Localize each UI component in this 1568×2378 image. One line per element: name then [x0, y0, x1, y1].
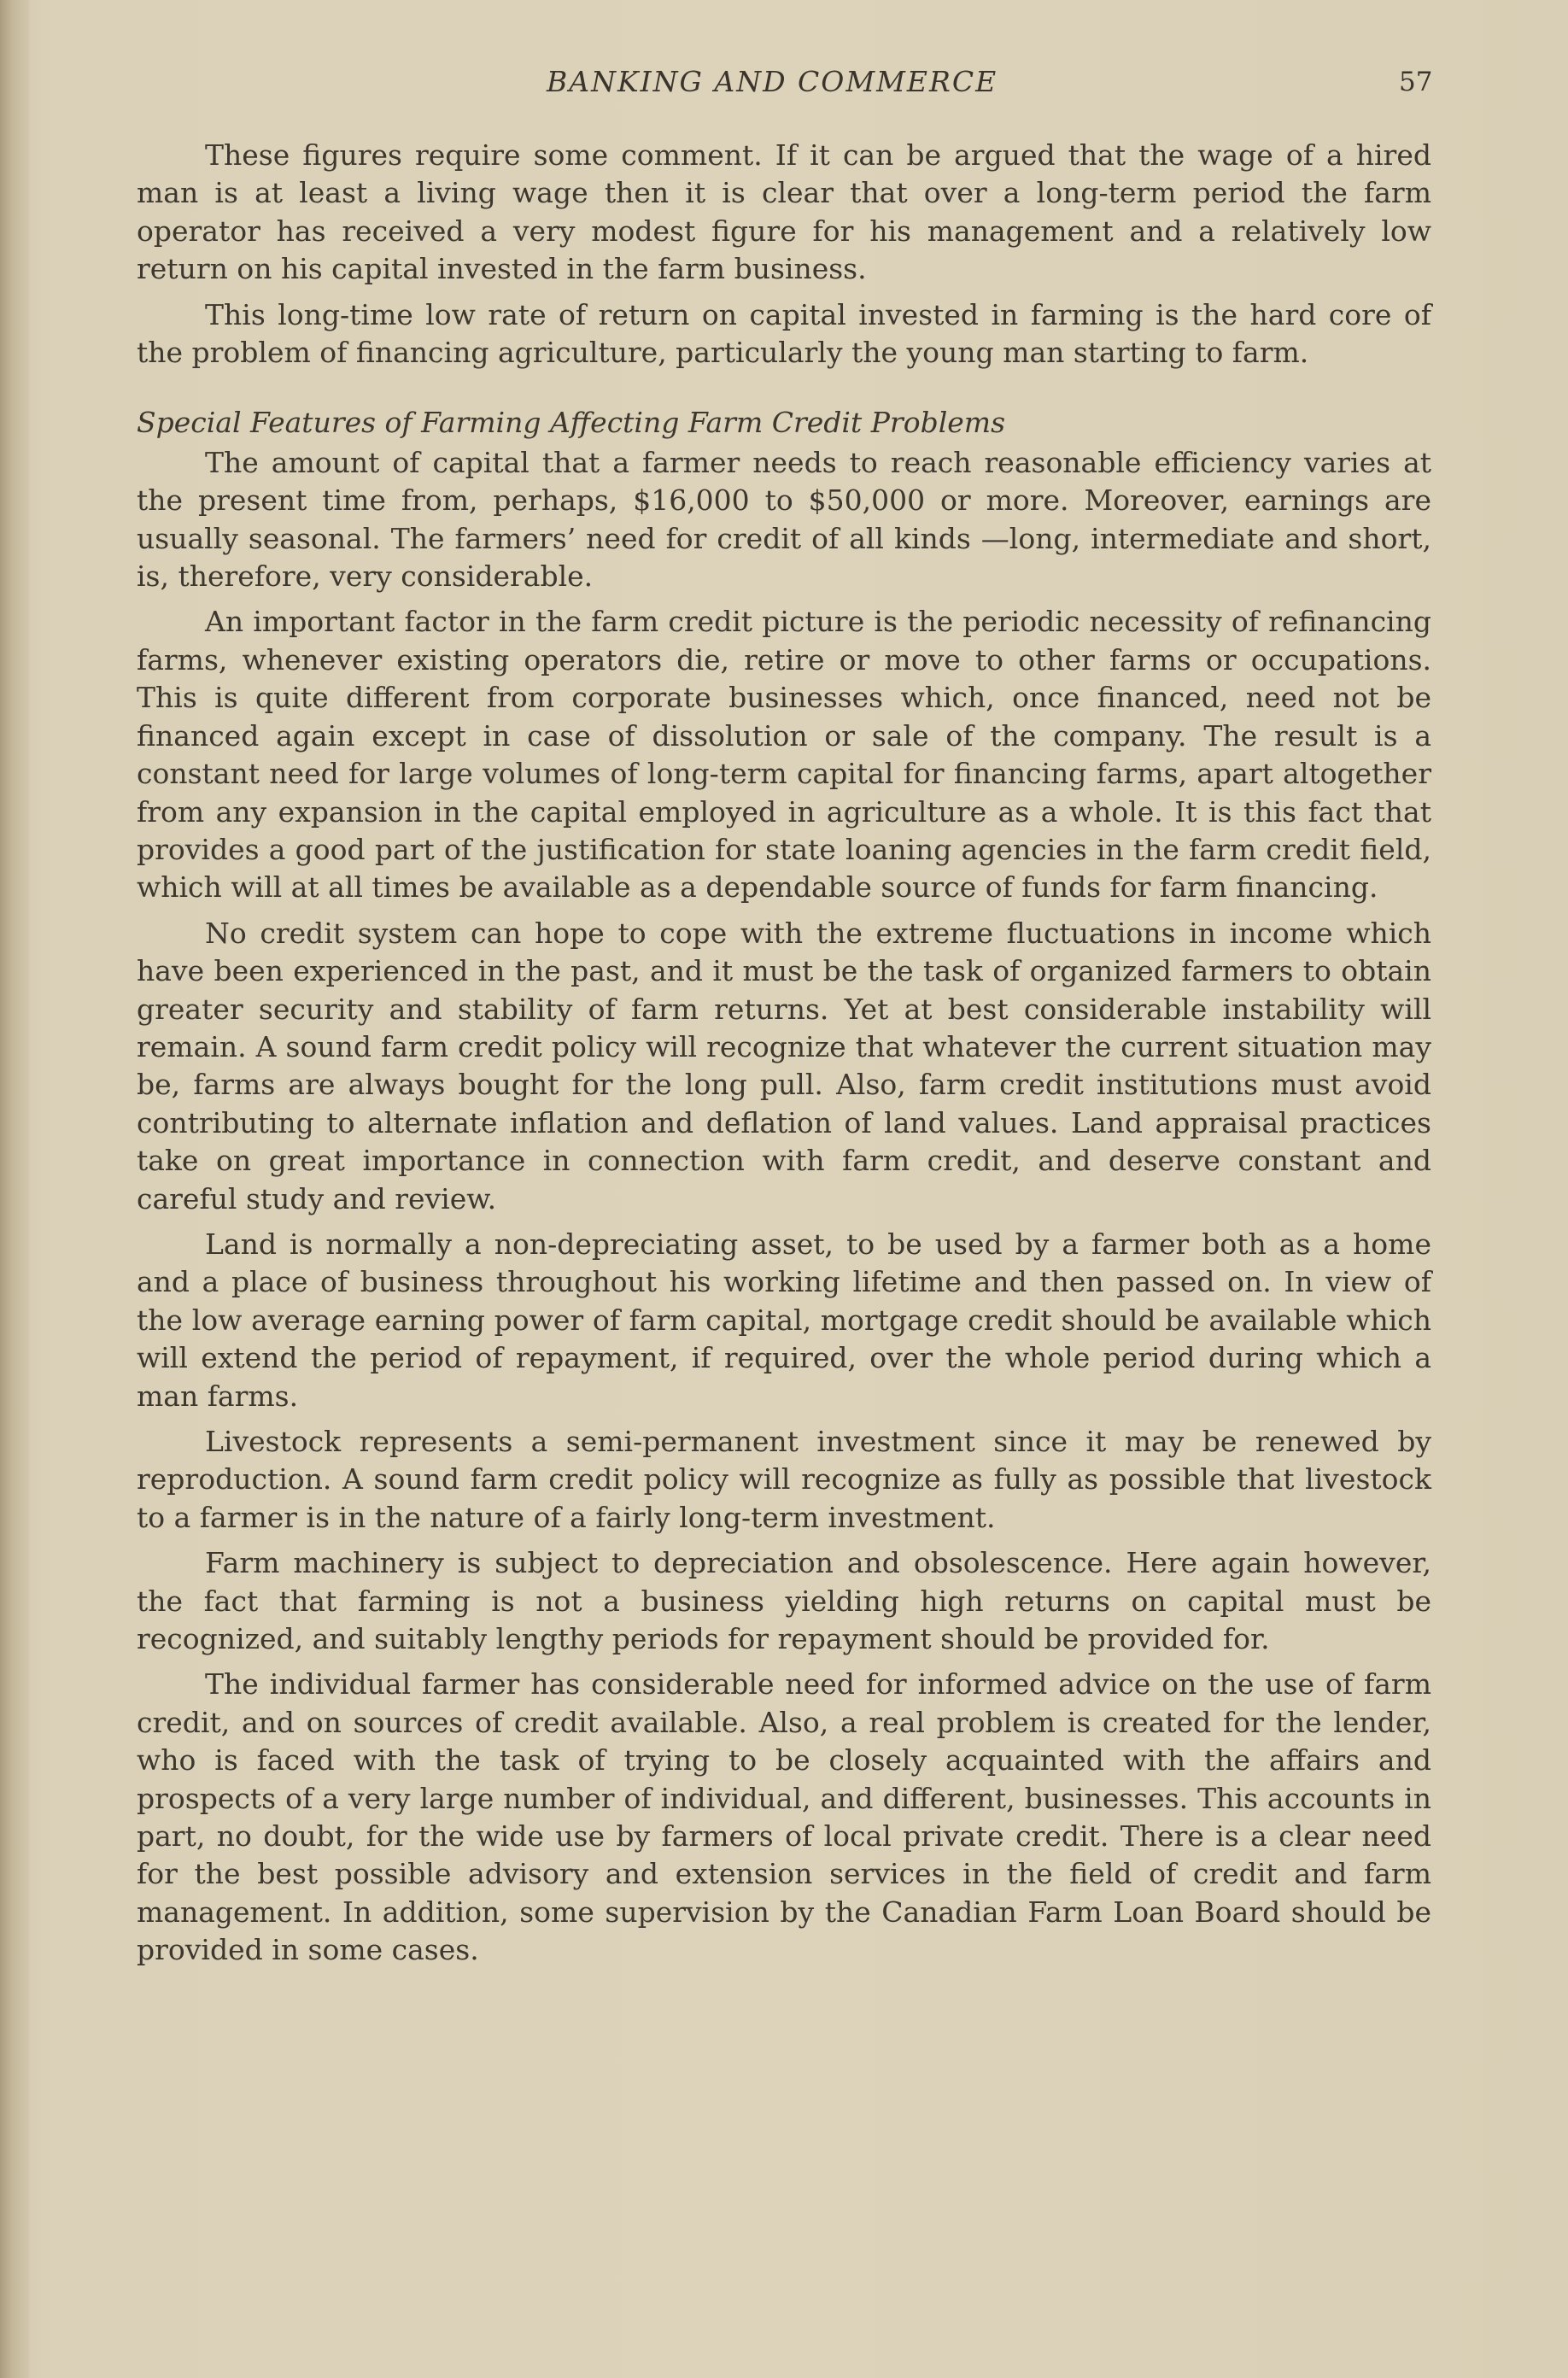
- paragraph: The individual farmer has considerable need for informed advice on the use of farm credit, and on sources of credit available. Also, a real problem is created for the lender, who is faced with the task of trying to be closely acquainted with the affairs and prospects of a very large number of individual, and different, businesses. This accounts in part, no doubt, for the wide use by farmers of local private credit. There is a clear need for the best possible advisory and extension services in the field of credit and farm management. In addition, some supervision by the Canadian Farm Loan Board should be provided in some cases.: [137, 1667, 1431, 1967]
- paragraph: These figures require some comment. If it can be argued that the wage of a hired man is at least a living wage then it is clear that over a long-term period the farm operator has received a very modest figure for his management and a relatively low return on his capital invested in the farm business.: [137, 138, 1431, 286]
- paragraph: This long-time low rate of return on capital invested in farming is the hard core of the problem of financing agriculture, particularly the young man starting to farm.: [137, 297, 1431, 370]
- paragraph: Farm machinery is subject to depreciation and obsolescence. Here again however, the fact that farming is not a business yielding high returns on capital must be recognized, and suitably lengthy periods for repayment should be provided for.: [137, 1546, 1431, 1656]
- paragraph: Land is normally a non-depreciating asset, to be used by a farmer both as a home and a place of business throughout his working lifetime and then passed on. In view of the low average earning power of farm capital, mortgage credit should be available which will extend the period of repayment, if required, over the whole period during which a man farms.: [137, 1227, 1431, 1413]
- paragraph: No credit system can hope to cope with the extreme fluctuations in income which have been experienced in the past, and it must be the task of organized farmers to obtain greater security and stability of farm returns. Yet at best considerable instability will remain. A sound farm credit policy will recognize that whatever the current situation may be, farms are always bought for the long pull. Also, farm credit institutions must avoid contributing to alternate inflation and deflation of land values. Land appraisal practices take on great importance in connection with farm credit, and deserve constant and careful study and review.: [137, 916, 1431, 1215]
- page-number: 57: [1399, 67, 1433, 97]
- paragraph: An important factor in the farm credit picture is the periodic necessity of refinancing farms, whenever existing operators die, retire or move to other farms or occupations. This is quite different from corporate businesses which, once financed, need not be financed again except in case of dissolution or sale of the company. The result is a constant need for large volumes of long-term capital for financing farms, apart altogether from any expansion in the capital employed in agriculture as a whole. It is this fact that provides a good part of the justification for state loaning agencies in the farm credit field, which will at all times be available as a dependable source of funds for farm financing.: [137, 605, 1431, 905]
- running-header: [0, 65, 1568, 108]
- body-text: [137, 137, 1431, 1977]
- running-title: BANKING AND COMMERCE: [547, 65, 998, 98]
- section-heading: Special Features of Farming Affecting Farm Credit Problems: [137, 406, 1006, 440]
- paragraph: Livestock represents a semi-permanent investment since it may be renewed by reproduction. A sound farm credit policy will recognize as fully as possible that livestock to a farmer is in the nature of a fairly long-term investment.: [137, 1425, 1431, 1534]
- book-spine-shadow: [0, 0, 29, 2378]
- paragraph: The amount of capital that a farmer needs to reach reasonable efficiency varies at the present time from, perhaps, $16,000 to $50,000 or more. Moreover, earnings are usually seasonal. The farmers’ need for credit of all kinds —long, intermediate and short, is, therefore, very considerable.: [137, 445, 1431, 594]
